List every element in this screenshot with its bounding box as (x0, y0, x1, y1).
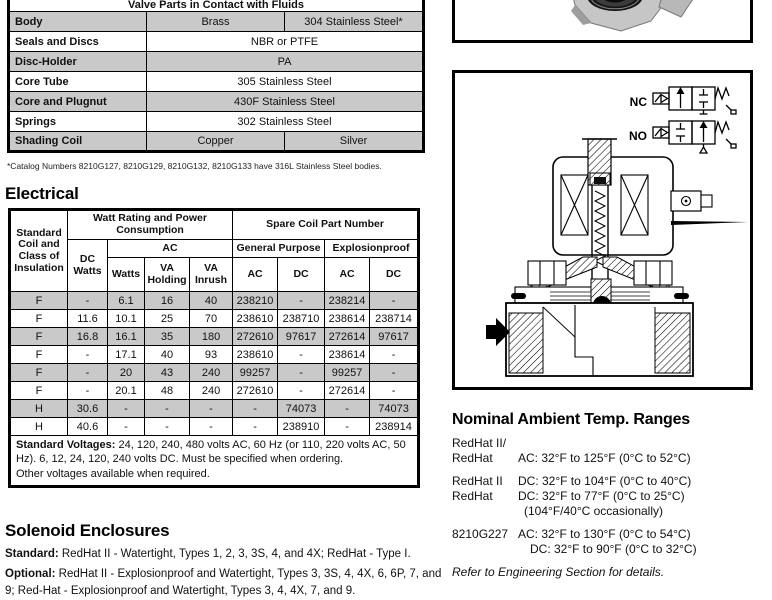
no-label: NO (629, 129, 647, 143)
row-label: Body (9, 12, 147, 32)
temp-range-value: AC: 32°F to 130°F (0°C to 54°C) (518, 527, 691, 541)
header-ep-dc: DC (370, 258, 419, 292)
table-row (9, 12, 424, 32)
cell-value: - (370, 346, 419, 364)
cell-value: 272610 (233, 328, 278, 346)
electrical-tbody (10, 292, 419, 436)
cell-value: F (10, 364, 68, 382)
row-value: 304 Stainless Steel* (285, 12, 424, 32)
nc-symbol (625, 83, 738, 121)
cell-value: 97617 (370, 328, 419, 346)
cell-value: - (190, 418, 233, 436)
cell-value: 238214 (325, 292, 370, 310)
standard-label: Standard: (5, 548, 59, 560)
cell-value: 240 (190, 382, 233, 400)
row-label: Core Tube (9, 72, 147, 92)
row-label: Springs (9, 112, 147, 132)
temp-range-row (452, 542, 767, 557)
row-label: Core and Plugnut (9, 92, 147, 112)
table-row (10, 382, 419, 400)
cell-value: F (10, 346, 68, 364)
cell-value: 17.1 (108, 346, 145, 364)
temp-range-value: DC: 32°F to 90°F (0°C to 32°C) (530, 542, 697, 556)
header-watt-group: Watt Rating and Power Consumption (68, 210, 233, 240)
optional-label: Optional: (5, 568, 56, 580)
temp-range-row (452, 527, 767, 542)
cell-value: 238910 (278, 418, 325, 436)
row-value: PA (147, 52, 424, 72)
cell-value: 16.1 (108, 328, 145, 346)
electrical-heading: Electrical (5, 184, 79, 203)
temp-range-label: 8210G227 (452, 527, 509, 541)
solenoid-optional-text (5, 566, 443, 599)
cell-value: - (370, 364, 419, 382)
temp-range-value: DC: 32°F to 104°F (0°C to 40°C) (518, 474, 692, 488)
table-row (10, 400, 419, 418)
cell-value: F (10, 310, 68, 328)
other-voltages-text: Other voltages available when required. (16, 467, 210, 480)
cell-value: - (370, 382, 419, 400)
standard-voltages-note (10, 436, 419, 487)
cell-value: 10.1 (108, 310, 145, 328)
cell-value: 40.6 (68, 418, 108, 436)
cell-value: 240 (190, 364, 233, 382)
temp-range-label: RedHat (452, 489, 493, 503)
cell-value: 74073 (278, 400, 325, 418)
temp-ranges-heading: Nominal Ambient Temp. Ranges (452, 411, 690, 428)
cell-value: - (145, 418, 190, 436)
cell-value: 6.1 (108, 292, 145, 310)
footnote-text: *Catalog Numbers 8210G127, 8210G129, 8210G132, 8210G133 have 316L Stainless Steel bodies. (7, 161, 382, 171)
table-row (9, 52, 424, 72)
cell-value: - (68, 292, 108, 310)
cell-value: - (233, 400, 278, 418)
row-label: Shading Coil (9, 132, 147, 152)
header-gp-dc: DC (278, 258, 325, 292)
valve-diagram-box (452, 70, 753, 390)
header-ac-group: AC (108, 240, 233, 258)
cell-value: 238914 (370, 418, 419, 436)
row-value: 430F Stainless Steel (147, 92, 424, 112)
temp-range-label: RedHat II/ (452, 436, 507, 450)
cell-value: 74073 (370, 400, 419, 418)
header-standard-coil: Standard Coil and Class of Insulation (10, 210, 68, 292)
standard-voltages-label: Standard Voltages: (16, 439, 116, 451)
cell-value: F (10, 382, 68, 400)
cell-value: 48 (145, 382, 190, 400)
cell-value: 180 (190, 328, 233, 346)
cell-value: - (325, 400, 370, 418)
header-spare-group: Spare Coil Part Number (233, 210, 419, 240)
standard-voltages-text: 24, 120, 240, 480 volts AC, 60 Hz (or 110, 220 volts AC, 50 Hz). 6, 12, 24, 120, 240 volts DC. Must be specified when ordering. (16, 439, 406, 466)
valve-photo (455, 0, 750, 40)
valve-parts-table (7, 0, 425, 153)
temp-ranges-list (452, 436, 767, 557)
table-row (10, 292, 419, 310)
solenoid-heading: Solenoid Enclosures (5, 521, 170, 540)
row-value: Silver (285, 132, 424, 152)
row-value: 302 Stainless Steel (147, 112, 424, 132)
cell-value: 20.1 (108, 382, 145, 400)
header-va-inrush: VA Inrush (190, 258, 233, 292)
table-row (10, 364, 419, 382)
cell-value: 238714 (370, 310, 419, 328)
table-row (10, 418, 419, 436)
row-value: NBR or PTFE (147, 32, 424, 52)
cell-value: 99257 (233, 364, 278, 382)
header-ep-ac: AC (325, 258, 370, 292)
temp-range-label: RedHat (452, 451, 493, 465)
temp-range-row (452, 504, 767, 519)
standard-value: RedHat II - Watertight, Types 1, 2, 3, 3S, 4, and 4X; RedHat - Type I. (58, 548, 411, 560)
cell-value: 238210 (233, 292, 278, 310)
cell-value: 93 (190, 346, 233, 364)
temp-range-row (452, 436, 767, 451)
row-value: Brass (147, 12, 285, 32)
cell-value: 25 (145, 310, 190, 328)
cell-value: 238614 (325, 310, 370, 328)
cell-value: 43 (145, 364, 190, 382)
table-row (9, 112, 424, 132)
temp-range-label (452, 504, 518, 519)
valve-photo-box (452, 0, 753, 43)
cell-value: 272610 (233, 382, 278, 400)
cell-value: 97617 (278, 328, 325, 346)
cell-value: 40 (190, 292, 233, 310)
cell-value: - (68, 364, 108, 382)
temp-range-value: (104°F/40°C occasionally) (524, 504, 663, 518)
temp-range-row (452, 474, 767, 489)
cell-value: - (145, 400, 190, 418)
cell-value: - (278, 364, 325, 382)
row-value: Copper (147, 132, 285, 152)
cell-value: 238614 (325, 346, 370, 364)
table-row (9, 32, 424, 52)
cell-value: 30.6 (68, 400, 108, 418)
cell-value: 70 (190, 310, 233, 328)
solenoid-standard-text (5, 546, 475, 563)
cell-value: - (108, 400, 145, 418)
cell-value: - (370, 292, 419, 310)
cell-value: - (278, 292, 325, 310)
temp-range-row (452, 489, 767, 504)
temp-range-value: DC: 32°F to 77°F (0°C to 25°C) (518, 489, 685, 503)
cell-value: 16.8 (68, 328, 108, 346)
engineering-note: Refer to Engineering Section for details. (452, 565, 665, 579)
cell-value: H (10, 400, 68, 418)
cell-value: 272614 (325, 382, 370, 400)
header-gp-ac: AC (233, 258, 278, 292)
cell-value: - (108, 418, 145, 436)
cell-value: 20 (108, 364, 145, 382)
nc-valve-symbol-icon (652, 83, 738, 121)
table-row (10, 346, 419, 364)
temp-range-row (452, 451, 767, 466)
table-row (10, 328, 419, 346)
header-dc-watts: DC Watts (68, 240, 108, 292)
cell-value: - (278, 382, 325, 400)
cell-value: 16 (145, 292, 190, 310)
electrical-table (8, 208, 420, 488)
cell-value: 35 (145, 328, 190, 346)
valve-parts-title: Valve Parts in Contact with Fluids (9, 0, 424, 12)
cell-value: 238710 (278, 310, 325, 328)
optional-value: RedHat II - Explosionproof and Watertight, Types 3, 3S, 4, 4X, 6, 6P, 7, and 9; Red-Hat - Explosionproof and Watertight, Types 3, 4, 4X, 7, and 9. (5, 568, 442, 597)
cell-value: - (233, 418, 278, 436)
cell-value: - (68, 382, 108, 400)
temp-range-value: AC: 32°F to 125°F (0°C to 52°C) (518, 451, 691, 465)
header-watts: Watts (108, 258, 145, 292)
header-va-holding: VA Holding (145, 258, 190, 292)
temp-range-label (452, 542, 518, 557)
cell-value: - (325, 418, 370, 436)
temp-range-label: RedHat II (452, 474, 503, 488)
cell-value: H (10, 418, 68, 436)
table-row (9, 92, 424, 112)
cell-value: 99257 (325, 364, 370, 382)
header-explosionproof: Explosionproof (325, 240, 419, 258)
row-value: 305 Stainless Steel (147, 72, 424, 92)
no-symbol (625, 117, 738, 155)
cell-value: 238610 (233, 310, 278, 328)
cell-value: 11.6 (68, 310, 108, 328)
nc-label: NC (629, 95, 647, 109)
valve-parts-tbody (9, 12, 424, 152)
cell-value: - (190, 400, 233, 418)
cell-value: F (10, 292, 68, 310)
row-label: Disc-Holder (9, 52, 147, 72)
table-row (9, 72, 424, 92)
cell-value: 238610 (233, 346, 278, 364)
cell-value: 272614 (325, 328, 370, 346)
table-row (10, 310, 419, 328)
header-general-purpose: General Purpose (233, 240, 325, 258)
cell-value: F (10, 328, 68, 346)
table-row (9, 132, 424, 152)
cell-value: - (68, 346, 108, 364)
cell-value: 40 (145, 346, 190, 364)
cell-value: - (278, 346, 325, 364)
row-label: Seals and Discs (9, 32, 147, 52)
no-valve-symbol-icon (652, 117, 738, 155)
